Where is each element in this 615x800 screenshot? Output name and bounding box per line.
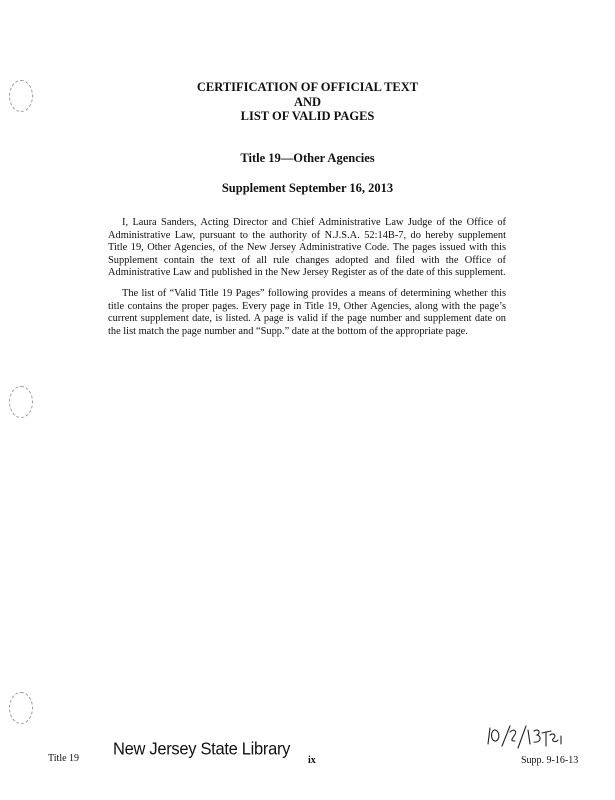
heading-line-3: LIST OF VALID PAGES	[240, 109, 375, 123]
paragraph-certification: I, Laura Sanders, Acting Director and Chief Administrative Law Judge of the Office of Administrative Law, pursuant to the authority of N.J.S.A. 52:14B-7, do hereby supplement Title 19, Other Agencies, of the New Jersey Administrative Code. The pages issued with this Supplement contain the text of all rule changes adopted and filed with the Office of Administrative Law and published in the New Jersey Register as of the date of this supplement.	[108, 217, 506, 279]
footer-supplement: Supp. 9-16-13	[521, 755, 579, 766]
title-name: Title 19—Other Agencies	[240, 151, 375, 165]
supplement-date: Supplement September 16, 2013	[221, 181, 394, 195]
footer-title: Title 19	[48, 753, 80, 764]
footer-page-number: ix	[308, 755, 316, 766]
certification-heading	[0, 80, 615, 124]
handwritten-date	[484, 722, 574, 752]
heading-line-1: CERTIFICATION OF OFFICIAL TEXT	[196, 80, 419, 94]
punch-hole-middle	[9, 386, 33, 418]
punch-hole-bottom	[9, 692, 33, 724]
heading-line-2: AND	[293, 94, 322, 109]
library-stamp: New Jersey State Library	[113, 739, 291, 759]
paragraph-valid-pages: The list of “Valid Title 19 Pages” following provides a means of determining whether this title contains the proper pages. Every page in Title 19, Other Agencies, along with the page’s current supplement date, is listed. A page is valid if the page number and supplement date on the list match the page number and “Supp.” date at the bottom of the appropriate page.	[108, 288, 506, 337]
